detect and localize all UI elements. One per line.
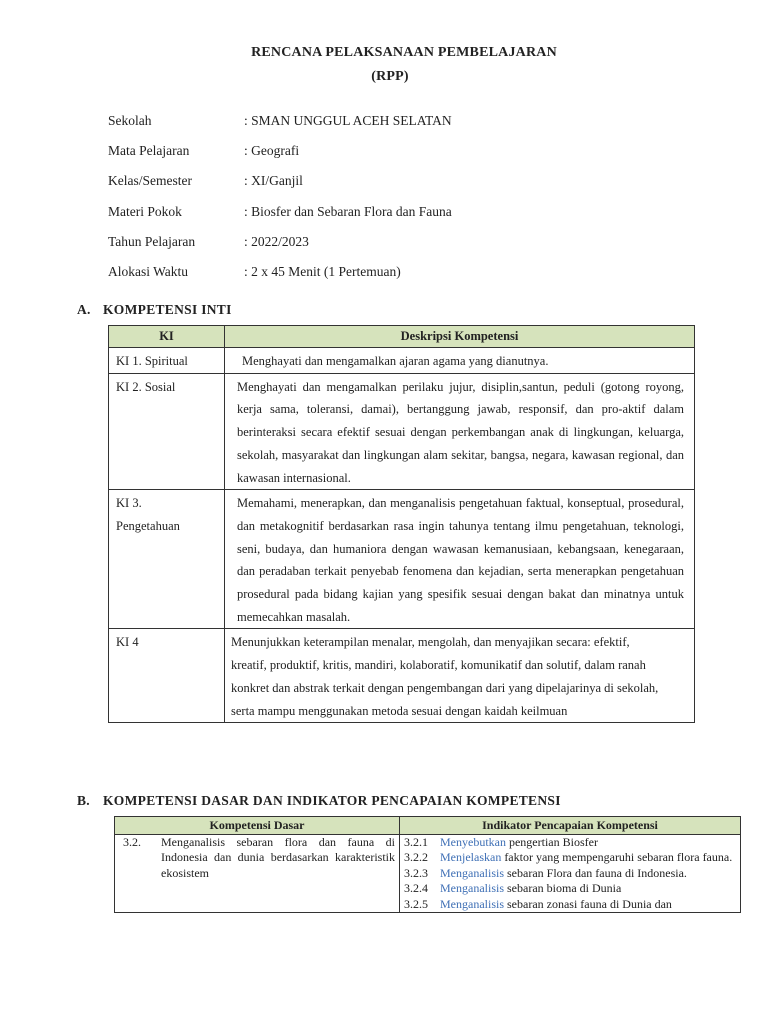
column-header-basic-competency: Kompetensi Dasar (115, 817, 400, 835)
indicator-text (440, 850, 736, 865)
indicator-item (404, 897, 736, 912)
ki-name: KI 1. Spiritual (109, 348, 225, 374)
identity-block (108, 113, 452, 294)
core-competency-table (108, 325, 695, 723)
indicator-number: 3.2.3 (404, 865, 428, 880)
table-row (109, 373, 695, 490)
table-row (109, 348, 695, 374)
kd-description: Menganalisis sebaran flora dan fauna di Indonesia dan dunia berdasarkan karakteristik ekosistem (161, 835, 395, 880)
indicator-number: 3.2.5 (404, 896, 428, 911)
section-title: KOMPETENSI DASAR DAN INDIKATOR PENCAPAIAN KOMPETENSI (103, 793, 561, 808)
info-label: Alokasi Waktu (108, 263, 189, 279)
indicator-rest: pengertian Biosfer (505, 835, 598, 849)
info-row-subject (108, 143, 452, 173)
info-row-class (108, 173, 452, 203)
indicator-cell (400, 835, 741, 913)
ki-name-cell (109, 490, 225, 629)
ki-name: KI 2. Sosial (109, 373, 225, 490)
indicator-verb: Menganalisis (440, 881, 504, 896)
ki-description: Menunjukkan keterampilan menalar, mengolah, dan menyajikan secara: efektif, kreatif, produktif, kritis, mandiri, kolaboratif, komunikatif dan solutif, dalam ranah konkret dan abstrak terkait dengan pengembangan dari yang dipelajarinya di sekolah, serta mampu menggunakan metoda sesuai dengan kaidah keilmuan (225, 629, 695, 723)
info-row-year (108, 234, 452, 264)
column-header-indicators: Indikator Pencapaian Kompetensi (400, 817, 741, 835)
section-letter: A. (77, 302, 91, 317)
info-row-school (108, 113, 452, 143)
info-value: : XI/Ganjil (244, 173, 303, 189)
column-header-ki: KI (109, 326, 225, 348)
basic-competency-cell (115, 835, 400, 913)
indicator-rest: sebaran bioma di Dunia (504, 881, 622, 896)
indicator-verb: Menganalisis (440, 896, 504, 911)
indicator-item (404, 881, 736, 896)
section-letter: B. (77, 793, 90, 808)
indicator-text (440, 835, 736, 850)
column-header-description: Deskripsi Kompetensi (225, 326, 695, 348)
indicator-verb: Menyebutkan (440, 835, 506, 849)
document-title: RENCANA PELAKSANAAN PEMBELAJARAN (251, 45, 557, 60)
indicator-number: 3.2.4 (404, 881, 428, 896)
info-value: : Biosfer dan Sebaran Flora dan Fauna (244, 203, 452, 219)
info-value: : 2022/2023 (244, 233, 309, 249)
section-a-heading (77, 302, 232, 318)
kd-number: 3.2. (123, 835, 141, 849)
indicator-text (440, 881, 736, 896)
indicator-item (404, 866, 736, 881)
basic-competency-table (114, 816, 741, 913)
table-row (109, 490, 695, 629)
info-label: Tahun Pelajaran (108, 233, 196, 249)
ki-name: KI 3. (116, 496, 142, 511)
basic-competency-entry (119, 835, 395, 881)
indicator-rest: faktor yang mempengaruhi sebaran flora fauna. (501, 850, 733, 865)
indicator-text (440, 897, 736, 912)
indicator-text (440, 866, 736, 881)
ki-description: Menghayati dan mengamalkan perilaku jujur, disiplin,santun, peduli (gotong royong, kerja sama, toleransi, damai), bertanggung jawab, responsif, dan pro-aktif dalam berinteraksi secara efektif sesuai dengan perkembangan anak di lingkungan, keluarga, sekolah, masyarakat dan lingkungan alam sekitar, bangsa, negara, kawasan regional, dan kawasan internasional. (225, 373, 695, 490)
info-value: : Geografi (244, 143, 300, 159)
info-row-time (108, 264, 452, 294)
table-header-row (115, 817, 741, 835)
section-b-heading (77, 793, 561, 809)
table-row (109, 629, 695, 723)
ki-name-sub: Pengetahuan (116, 518, 180, 533)
info-label: Materi Pokok (108, 203, 182, 219)
section-title: KOMPETENSI INTI (103, 302, 232, 317)
document-subtitle: (RPP) (371, 69, 409, 84)
indicator-rest: sebaran Flora dan fauna di Indonesia. (504, 865, 687, 880)
table-header-row (109, 326, 695, 348)
ki-description: Memahami, menerapkan, dan menganalisis pengetahuan faktual, konseptual, prosedural, dan metakognitif berdasarkan rasa ingin tahunya tentang ilmu pengetahuan, teknologi, seni, budaya, dan humaniora dengan wawasan kemanusiaan, kebangsaan, kenegaraan, dan peradaban terkait penyebab fenomena dan kejadian, serta menerapkan pengetahuan prosedural pada bidang kajian yang spesifik sesuai dengan bakat dan minatnya untuk memecahkan masalah. (225, 490, 695, 629)
table-row (115, 835, 741, 913)
info-label: Sekolah (108, 113, 152, 128)
ki-name: KI 4 (109, 629, 225, 723)
indicator-verb: Menganalisis (440, 865, 504, 880)
indicator-rest: sebaran zonasi fauna di Dunia dan (504, 896, 672, 911)
info-label: Mata Pelajaran (108, 143, 190, 159)
info-row-topic (108, 204, 452, 234)
info-value: : 2 x 45 Menit (1 Pertemuan) (244, 263, 401, 279)
ki-description: Menghayati dan mengamalkan ajaran agama yang dianutnya. (225, 348, 695, 374)
indicator-number: 3.2.1 (404, 835, 428, 849)
info-label: Kelas/Semester (108, 173, 192, 189)
indicator-verb: Menjelaskan (440, 850, 502, 865)
indicator-number: 3.2.2 (404, 850, 428, 865)
indicator-item (404, 850, 736, 865)
info-value: : SMAN UNGGUL ACEH SELATAN (244, 113, 452, 128)
indicator-item (404, 835, 736, 850)
